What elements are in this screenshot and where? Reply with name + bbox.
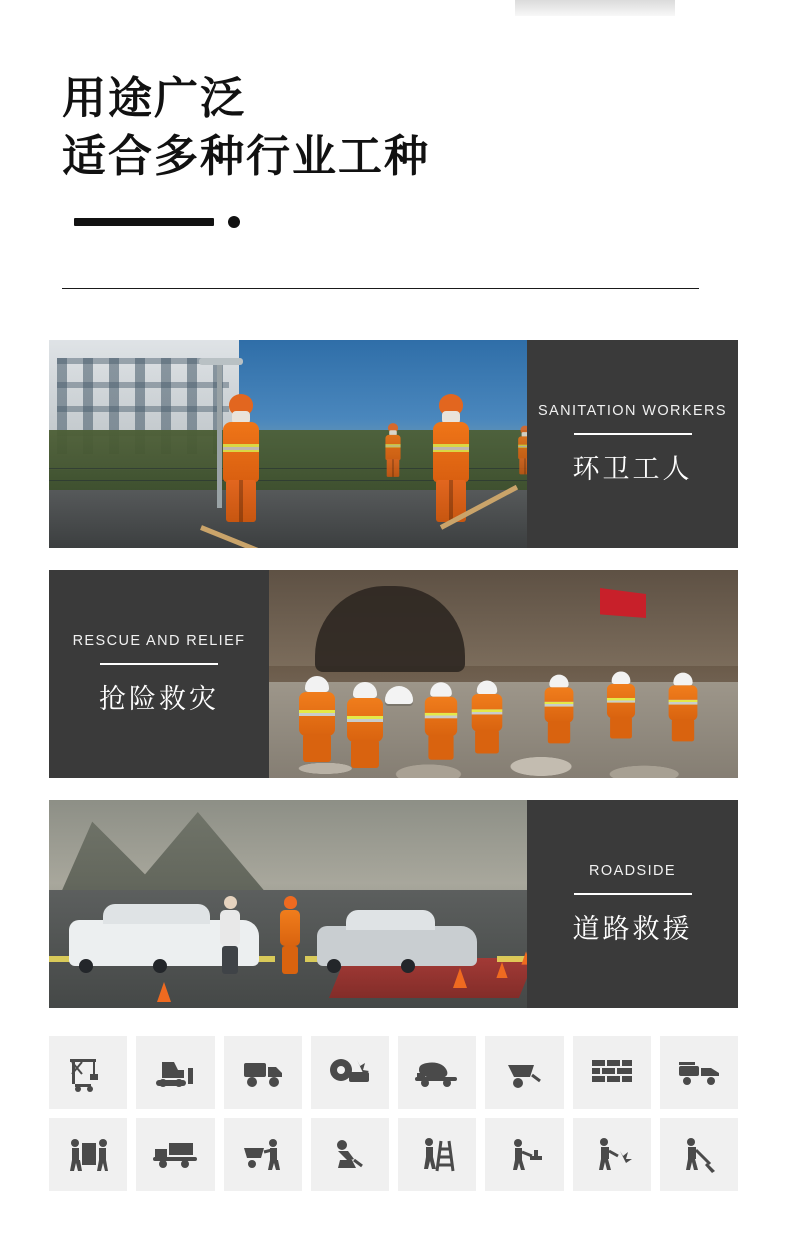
feature-panel-rescue [49, 570, 269, 778]
icon-cell [49, 1118, 127, 1191]
feature-panel-roadside [527, 800, 738, 1008]
feature-label-cn: 环卫工人 [572, 453, 693, 485]
welding-worker-icon [590, 1137, 634, 1173]
icon-cell [485, 1118, 563, 1191]
crane-icon [66, 1053, 110, 1093]
horizontal-divider [62, 288, 699, 289]
icon-cell [660, 1118, 738, 1191]
feature-panel-sanitation [527, 340, 738, 548]
tow-truck-icon [675, 1058, 723, 1088]
feature-row-rescue [49, 570, 738, 778]
panel-divider [100, 663, 218, 665]
decoration-bar [74, 218, 214, 226]
wheelbarrow-icon [502, 1057, 546, 1089]
icon-cell [311, 1118, 389, 1191]
feature-rows [49, 340, 738, 1030]
icon-cell [485, 1036, 563, 1109]
tipper-truck-icon [151, 1139, 199, 1171]
icon-cell [573, 1118, 651, 1191]
scene-rescue [269, 570, 738, 778]
icon-cell [224, 1118, 302, 1191]
page-title-line-1: 用途广泛 [62, 73, 246, 124]
icon-cell [311, 1036, 389, 1109]
feature-label-en: ROADSIDE [589, 862, 676, 879]
icon-cell [660, 1036, 738, 1109]
icon-cell [398, 1118, 476, 1191]
feature-label-cn: 道路救援 [572, 913, 693, 945]
icon-cell [136, 1036, 214, 1109]
carrying-load-worker-icon [66, 1137, 110, 1173]
feature-row-roadside [49, 800, 738, 1008]
icon-cell [398, 1036, 476, 1109]
scene-roadside [49, 800, 527, 1008]
panel-divider [574, 433, 692, 435]
icon-cell [49, 1036, 127, 1109]
pipe-fitting-worker-icon [502, 1138, 546, 1172]
feature-photo-roadside [49, 800, 527, 1008]
feature-label-en: SANITATION WORKERS [537, 402, 727, 419]
industry-icon-grid [49, 1036, 738, 1191]
top-gradient-strip [515, 0, 675, 16]
scene-sanitation [49, 340, 527, 548]
dump-truck-icon [240, 1057, 286, 1089]
concrete-mixer-truck-icon [413, 1057, 461, 1089]
feature-photo-rescue [269, 570, 738, 778]
kneeling-worker-icon [328, 1138, 372, 1172]
page-title-line-2: 适合多种行业工种 [62, 131, 430, 183]
cart-pushing-worker-icon [240, 1138, 286, 1172]
feature-row-sanitation [49, 340, 738, 548]
feature-photo-sanitation [49, 340, 527, 548]
bulldozer-icon [152, 1056, 198, 1090]
ladder-worker-icon [415, 1137, 459, 1173]
panel-divider [574, 893, 692, 895]
icon-cell [224, 1036, 302, 1109]
icon-cell [573, 1036, 651, 1109]
feature-label-en: RESCUE AND RELIEF [72, 632, 246, 649]
sweeping-worker-icon [677, 1137, 721, 1173]
page-title [62, 70, 722, 186]
brick-wall-icon [590, 1058, 634, 1088]
feature-label-cn: 抢险救灾 [99, 683, 219, 715]
saw-cutting-icon [327, 1056, 373, 1090]
decoration-dot [228, 216, 240, 228]
icon-cell [136, 1118, 214, 1191]
title-decoration [74, 216, 240, 228]
